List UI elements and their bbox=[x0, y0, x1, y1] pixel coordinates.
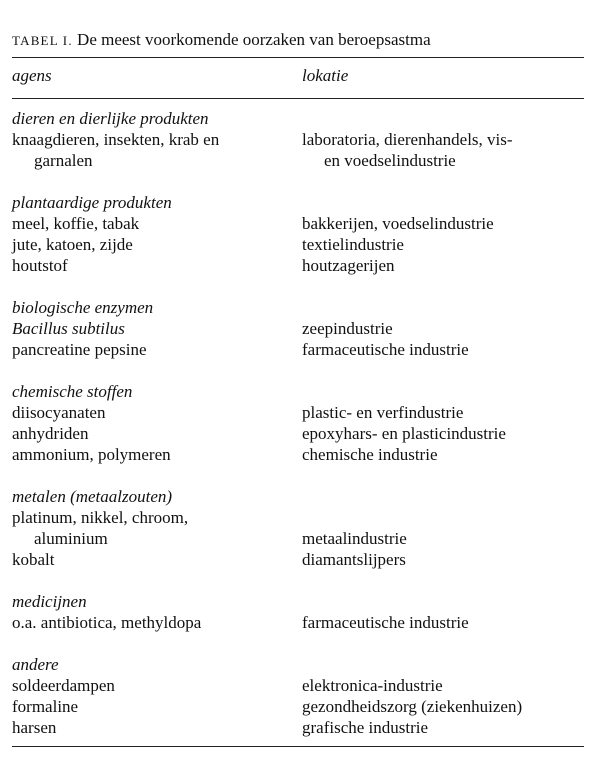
agent-cell bbox=[12, 234, 302, 255]
location-text: bakkerijen, voedselindustrie bbox=[302, 214, 494, 233]
column-header-agent: agens bbox=[12, 66, 52, 85]
location-text: en voedselindustrie bbox=[324, 151, 456, 170]
agent-cell bbox=[12, 402, 302, 423]
table-row bbox=[12, 255, 584, 276]
header-rule bbox=[12, 98, 584, 99]
table-row bbox=[12, 213, 584, 234]
table-section bbox=[12, 192, 584, 276]
agent-text: soldeerdampen bbox=[12, 676, 115, 695]
table-row bbox=[12, 549, 584, 570]
column-header-location: lokatie bbox=[302, 66, 349, 85]
table-row bbox=[12, 507, 584, 549]
location-cell bbox=[302, 234, 584, 255]
section-heading: chemische stoffen bbox=[12, 382, 133, 401]
table-row bbox=[12, 318, 584, 339]
agent-text: aluminium bbox=[34, 529, 108, 548]
agent-cell bbox=[12, 675, 302, 696]
agent-cell bbox=[12, 717, 302, 738]
table-row bbox=[12, 402, 584, 423]
agent-cell bbox=[12, 423, 302, 444]
agent-cell bbox=[12, 444, 302, 465]
agent-text: pancreatine pepsine bbox=[12, 340, 147, 359]
location-text: metaalindustrie bbox=[302, 529, 407, 548]
spacer-line bbox=[302, 507, 584, 528]
location-cell bbox=[302, 402, 584, 423]
agent-text: jute, katoen, zijde bbox=[12, 235, 133, 254]
location-cell bbox=[302, 444, 584, 465]
agent-text: platinum, nikkel, chroom, bbox=[12, 508, 189, 527]
agent-cell bbox=[12, 213, 302, 234]
top-rule bbox=[12, 57, 584, 58]
location-cell bbox=[302, 129, 584, 171]
table-title: De meest voorkomende oorzaken van beroepsastma bbox=[77, 30, 431, 49]
agent-cell bbox=[12, 549, 302, 570]
location-cell bbox=[302, 507, 584, 549]
agent-text: knaagdieren, insekten, krab en bbox=[12, 130, 220, 149]
table-section bbox=[12, 486, 584, 570]
agent-text: harsen bbox=[12, 718, 57, 737]
location-text: farmaceutische industrie bbox=[302, 613, 469, 632]
agent-cell bbox=[12, 318, 302, 339]
agent-cell bbox=[12, 129, 302, 171]
agent-cell bbox=[12, 255, 302, 276]
agent-text: o.a. antibiotica, methyldopa bbox=[12, 613, 202, 632]
section-heading: andere bbox=[12, 655, 59, 674]
table-row bbox=[12, 339, 584, 360]
section-heading: biologische enzymen bbox=[12, 298, 154, 317]
agent-text: formaline bbox=[12, 697, 79, 716]
location-cell bbox=[302, 255, 584, 276]
location-text: farmaceutische industrie bbox=[302, 340, 469, 359]
location-text: laboratoria, dierenhandels, vis- bbox=[302, 130, 513, 149]
table-row bbox=[12, 612, 584, 633]
agent-text: anhydriden bbox=[12, 424, 89, 443]
table-number: TABEL I. bbox=[12, 33, 73, 48]
location-text: textielindustrie bbox=[302, 235, 404, 254]
location-text: gezondheidszorg (ziekenhuizen) bbox=[302, 697, 523, 716]
location-text: houtzagerijen bbox=[302, 256, 395, 275]
location-cell bbox=[302, 696, 584, 717]
table-body bbox=[12, 108, 584, 738]
location-text: epoxyhars- en plasticindustrie bbox=[302, 424, 506, 443]
location-text: diamantslijpers bbox=[302, 550, 406, 569]
table-section bbox=[12, 108, 584, 171]
table-section bbox=[12, 654, 584, 738]
location-cell bbox=[302, 612, 584, 633]
table-section bbox=[12, 381, 584, 465]
section-heading: plantaardige produkten bbox=[12, 193, 172, 212]
table-row bbox=[12, 129, 584, 171]
table-row bbox=[12, 696, 584, 717]
table-row bbox=[12, 717, 584, 738]
table-row bbox=[12, 234, 584, 255]
agent-text: kobalt bbox=[12, 550, 55, 569]
location-text: grafische industrie bbox=[302, 718, 429, 737]
agent-cell bbox=[12, 696, 302, 717]
location-text: chemische industrie bbox=[302, 445, 438, 464]
table-section bbox=[12, 297, 584, 360]
table-section bbox=[12, 591, 584, 633]
section-heading: metalen (metaalzouten) bbox=[12, 487, 173, 506]
agent-text: diisocyanaten bbox=[12, 403, 106, 422]
agent-text: ammonium, polymeren bbox=[12, 445, 171, 464]
location-cell bbox=[302, 549, 584, 570]
agent-cell bbox=[12, 339, 302, 360]
section-heading: dieren en dierlijke produkten bbox=[12, 109, 209, 128]
agent-text: garnalen bbox=[34, 151, 93, 170]
location-cell bbox=[302, 213, 584, 234]
location-cell bbox=[302, 318, 584, 339]
bottom-rule bbox=[12, 746, 584, 747]
table-row bbox=[12, 675, 584, 696]
location-cell bbox=[302, 423, 584, 444]
location-text: zeepindustrie bbox=[302, 319, 393, 338]
location-cell bbox=[302, 717, 584, 738]
table-row bbox=[12, 444, 584, 465]
table-row bbox=[12, 423, 584, 444]
agent-cell bbox=[12, 612, 302, 633]
location-text: plastic- en verfindustrie bbox=[302, 403, 464, 422]
section-heading: medicijnen bbox=[12, 592, 87, 611]
agent-text: meel, koffie, tabak bbox=[12, 214, 140, 233]
agent-cell bbox=[12, 507, 302, 549]
table-caption bbox=[12, 30, 431, 50]
agent-text: houtstof bbox=[12, 256, 68, 275]
location-text: elektronica-industrie bbox=[302, 676, 443, 695]
agent-text: Bacillus subtilus bbox=[12, 319, 125, 338]
location-cell bbox=[302, 339, 584, 360]
location-cell bbox=[302, 675, 584, 696]
